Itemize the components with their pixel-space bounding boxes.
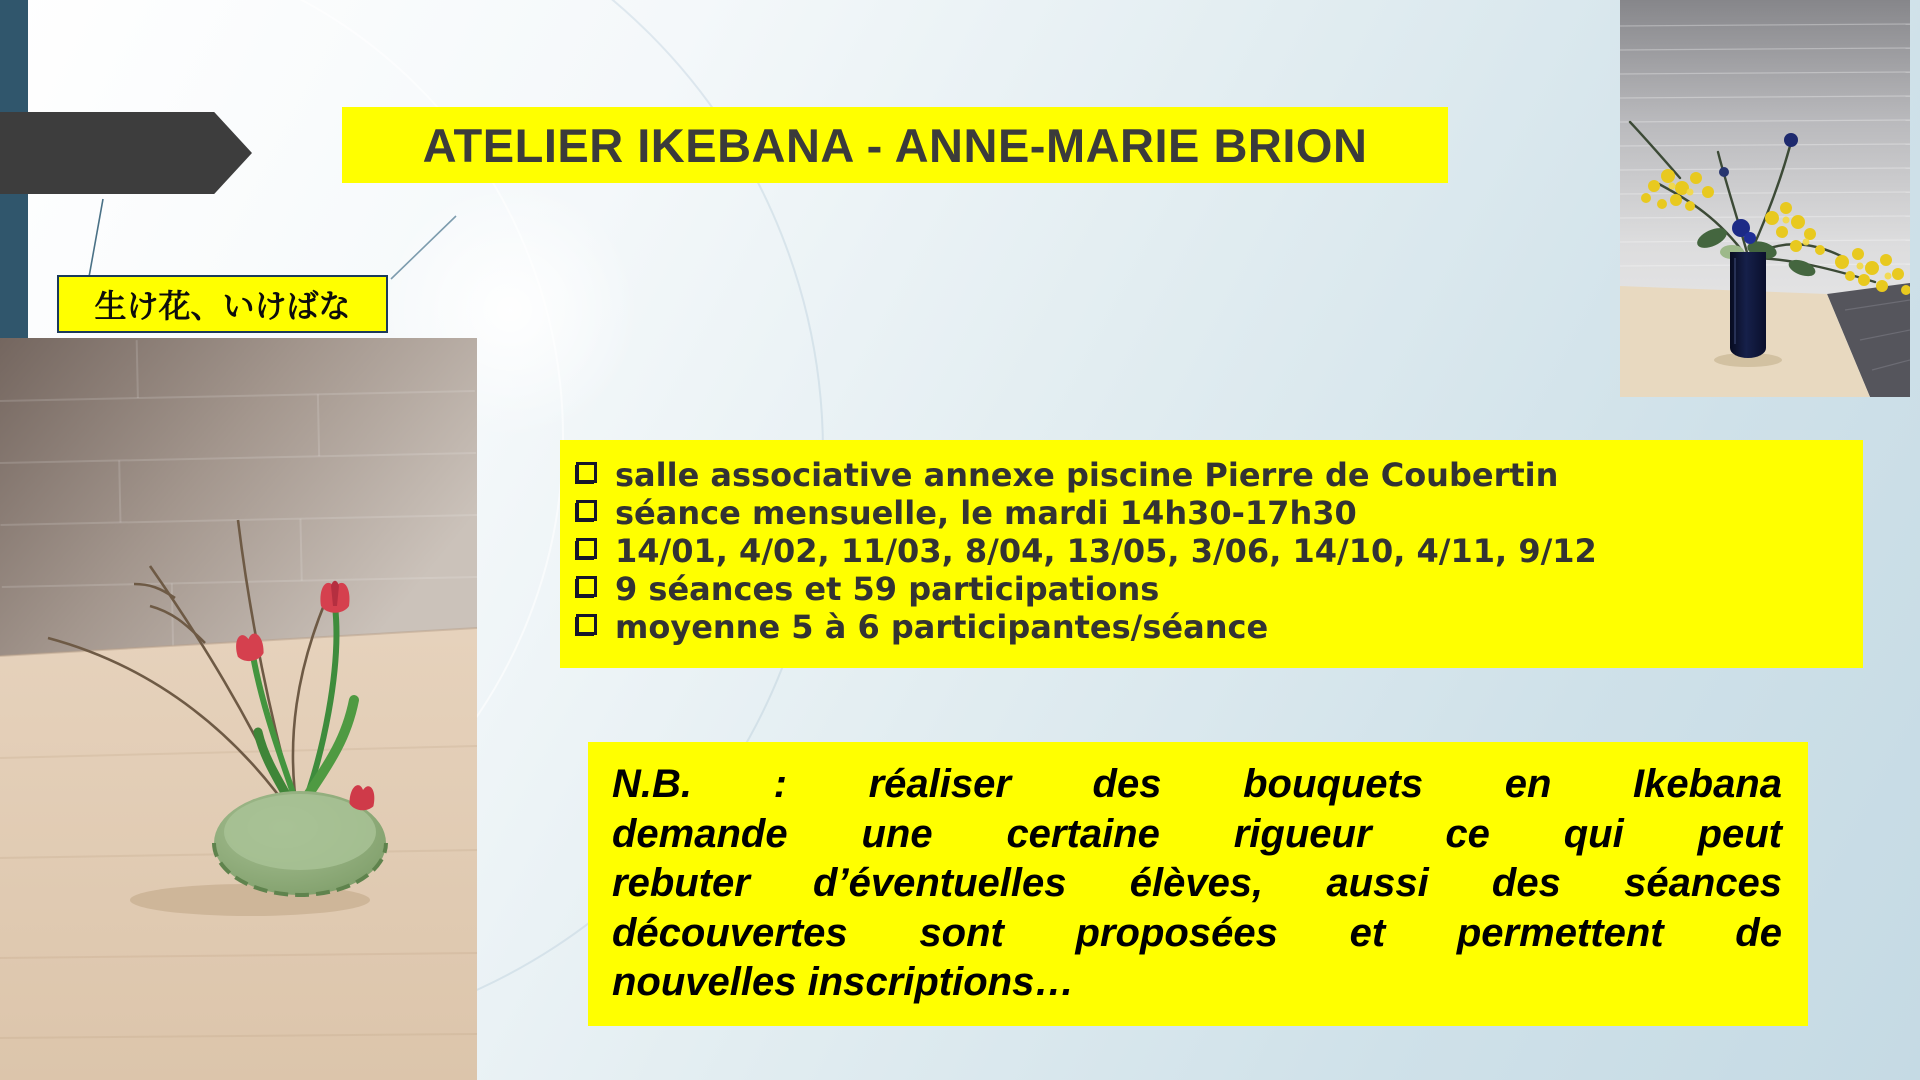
title-highlight-box [342, 107, 1448, 183]
mimosa-ikebana-photo [1620, 0, 1910, 397]
checkbox-bullet-icon [576, 576, 597, 597]
note-line: rebuter d’éventuelles élèves, aussi des séances [612, 861, 1782, 905]
list-item [576, 571, 1845, 609]
japanese-caption: 生け花、いけばな [94, 288, 351, 324]
bullet-label: séance mensuelle, le mardi 14h30-17h30 [615, 494, 1357, 532]
note-line: demande une certaine rigueur ce qui peut [612, 811, 1782, 856]
checkbox-bullet-icon [576, 462, 597, 483]
note-line: nouvelles inscriptions… [612, 960, 1075, 1004]
bullet-label: salle associative annexe piscine Pierre de Coubertin [615, 456, 1559, 494]
page-title: ATELIER IKEBANA - ANNE-MARIE BRION [422, 118, 1368, 172]
bullet-label: 14/01, 4/02, 11/03, 8/04, 13/05, 3/06, 14/10, 4/11, 9/12 [615, 532, 1597, 570]
note-line: N.B. : réaliser des bouquets en Ikebana [612, 762, 1782, 806]
bullet-label: moyenne 5 à 6 participantes/séance [615, 608, 1269, 646]
list-item [576, 495, 1845, 533]
note-line: découvertes sont proposées et permettent de [612, 910, 1782, 955]
arrow-banner-shape [0, 112, 252, 194]
note-panel [588, 742, 1808, 1026]
tulip-ikebana-photo [0, 338, 477, 1080]
checkbox-bullet-icon [576, 614, 597, 635]
japanese-caption-box [57, 275, 388, 333]
list-item [576, 457, 1845, 495]
checkbox-bullet-icon [576, 538, 597, 559]
checkbox-bullet-icon [576, 500, 597, 521]
list-item [576, 533, 1845, 571]
list-item [576, 609, 1845, 647]
info-panel [560, 440, 1863, 668]
bullet-label: 9 séances et 59 participations [615, 570, 1160, 608]
